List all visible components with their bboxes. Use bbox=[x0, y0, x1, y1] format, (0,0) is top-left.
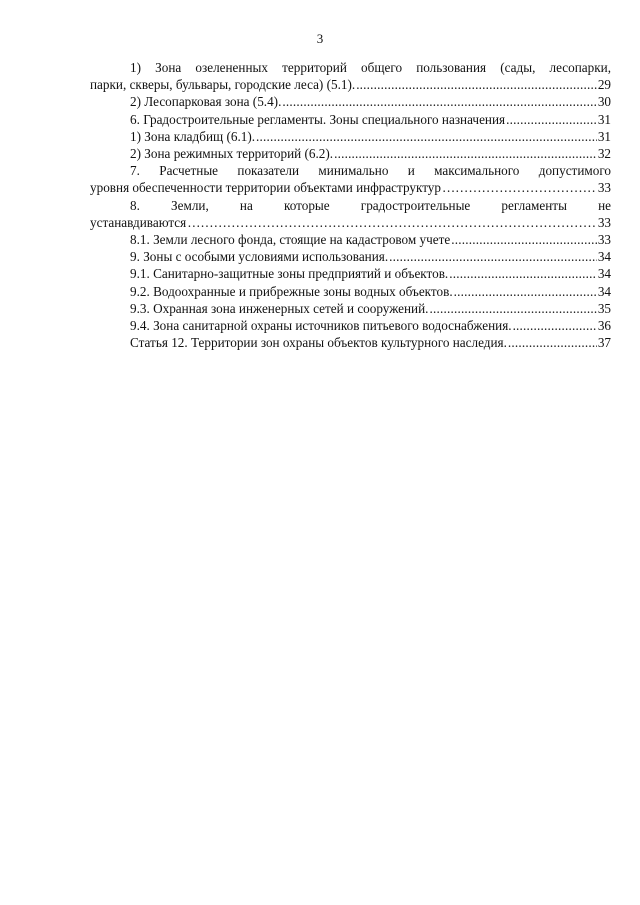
table-of-contents bbox=[90, 59, 611, 351]
toc-page-ref: 29 bbox=[597, 77, 611, 93]
toc-entry-label: 6. Градостроительные регламенты. Зоны специального назначения bbox=[130, 111, 506, 127]
toc-entry-label: 9.1. Санитарно-защитные зоны предприятий и объектов. bbox=[130, 266, 449, 282]
toc-page-ref: 36 bbox=[597, 318, 611, 334]
toc-page-ref: 34 bbox=[597, 266, 611, 282]
toc-entry-label: 9. Зоны с особыми условиями использования. bbox=[130, 249, 389, 265]
toc-page-ref: 32 bbox=[597, 146, 611, 162]
dot-leader bbox=[256, 128, 597, 145]
toc-entry-label: 1) Зона кладбищ (6.1). bbox=[130, 128, 256, 144]
dot-leader bbox=[356, 76, 597, 93]
toc-entry-forest-park-zone bbox=[90, 93, 611, 110]
toc-entry-label: 9.3. Охранная зона инженерных сетей и сооружений. bbox=[130, 300, 429, 316]
toc-entry-label: парки, скверы, бульвары, городские леса) (5.1). bbox=[90, 77, 356, 93]
dot-leader bbox=[513, 317, 597, 334]
dot-leader bbox=[442, 179, 597, 196]
toc-entry-label: 9.2. Водоохранные и прибрежные зоны водных объектов. bbox=[130, 283, 453, 299]
toc-entry-green-zones-line2 bbox=[90, 76, 611, 93]
toc-entry-restricted-territories-zone bbox=[90, 145, 611, 162]
toc-entry-sanitary-protection-zones bbox=[90, 265, 611, 282]
toc-page-ref: 34 bbox=[597, 283, 611, 299]
toc-entry-water-protection-zones bbox=[90, 283, 611, 300]
toc-entry-label: Статья 12. Территории зон охраны объектов культурного наследия. bbox=[130, 335, 507, 351]
toc-entry-label: 9.4. Зона санитарной охраны источников питьевого водоснабжения. bbox=[130, 318, 512, 334]
toc-page-ref: 31 bbox=[597, 111, 611, 127]
toc-page-ref: 35 bbox=[597, 300, 611, 316]
toc-entry-forest-fund-lands bbox=[90, 231, 611, 248]
toc-page-ref: 30 bbox=[597, 94, 611, 110]
toc-entry-infrastructure-indicators-line2 bbox=[90, 179, 611, 196]
toc-entry-lands-without-regulations-line2 bbox=[90, 214, 611, 231]
toc-page-ref: 31 bbox=[597, 128, 611, 144]
toc-entry-drinking-water-protection-zone bbox=[90, 317, 611, 334]
dot-leader bbox=[454, 283, 597, 300]
toc-entry-special-conditions-zones bbox=[90, 248, 611, 265]
dot-leader bbox=[449, 265, 597, 282]
toc-entry-label: устанавдиваются bbox=[90, 214, 187, 230]
page-number: 3 bbox=[316, 31, 324, 46]
toc-page-ref: 34 bbox=[597, 249, 611, 265]
toc-entry-cemetery-zone bbox=[90, 128, 611, 145]
toc-entry-label: 8.1. Земли лесного фонда, стоящие на кадастровом учете bbox=[130, 232, 451, 248]
toc-entry-green-zones-line1: 1) Зона озелененных территорий общего пользования (сады, лесопарки, bbox=[130, 60, 611, 75]
toc-page-ref: 37 bbox=[597, 335, 611, 351]
dot-leader bbox=[451, 231, 597, 248]
toc-entry-infrastructure-indicators-line1: 7. Расчетные показатели минимально и максимального допустимого bbox=[130, 163, 611, 179]
toc-page-ref: 33 bbox=[597, 214, 611, 230]
dot-leader bbox=[282, 93, 596, 110]
toc-entry-cultural-heritage-zones bbox=[90, 334, 611, 351]
toc-entry-label: уровня обеспеченности территории объектами инфраструктур bbox=[90, 180, 441, 196]
toc-page-ref: 33 bbox=[597, 232, 611, 248]
dot-leader bbox=[187, 214, 597, 231]
toc-entry-label: 2) Лесопарковая зона (5.4). bbox=[130, 94, 282, 110]
dot-leader bbox=[429, 300, 596, 317]
dot-leader bbox=[334, 145, 597, 162]
dot-leader bbox=[508, 334, 597, 351]
dot-leader bbox=[389, 248, 597, 265]
toc-entry-engineering-networks-zone bbox=[90, 300, 611, 317]
toc-entry-label: 2) Зона режимных территорий (6.2). bbox=[130, 146, 334, 162]
toc-page-ref: 33 bbox=[597, 180, 611, 196]
toc-entry-special-purpose-zones bbox=[90, 111, 611, 128]
dot-leader bbox=[506, 111, 597, 128]
toc-entry-lands-without-regulations-line1: 8. Земли, на которые градостроительные регламенты не bbox=[130, 197, 611, 213]
